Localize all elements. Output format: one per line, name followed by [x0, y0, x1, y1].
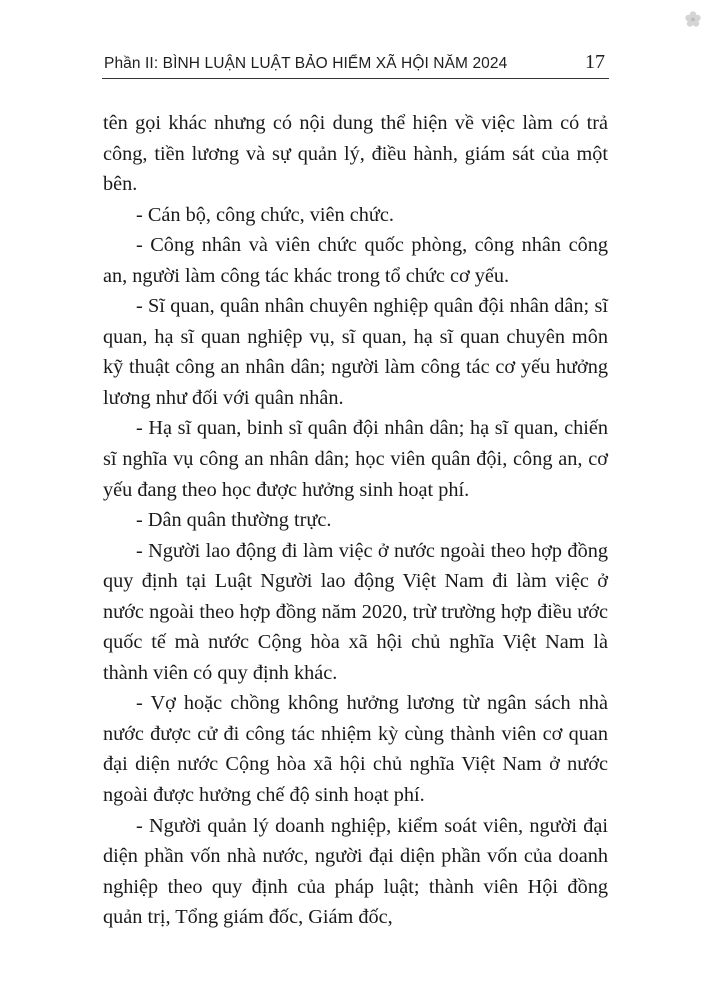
- list-item: - Người lao động đi làm việc ở nước ngoài theo hợp đồng quy định tại Luật Người lao động Việt Nam đi làm việc ở nước ngoài theo hợp đồng năm 2020, trừ trường hợp điều ước quốc tế mà nước Cộng hòa xã hội chủ nghĩa Việt Nam là thành viên có quy định khác.: [103, 539, 608, 684]
- chapter-title: Phần II: BÌNH LUẬN LUẬT BẢO HIỂM XÃ HỘI NĂM 2024: [104, 55, 508, 72]
- running-header: [102, 50, 609, 79]
- list-item: - Vợ hoặc chồng không hưởng lương từ ngân sách nhà nước được cử đi công tác nhiệm kỳ cùng thành viên cơ quan đại diện nước Cộng hòa xã hội chủ nghĩa Việt Nam ở nước ngoài được hưởng chế độ sinh hoạt phí.: [103, 692, 608, 807]
- page-number: 17: [585, 51, 605, 73]
- list-item: - Dân quân thường trực.: [136, 509, 332, 532]
- body-text: [103, 108, 608, 933]
- list-item: - Cán bộ, công chức, viên chức.: [136, 203, 394, 226]
- paragraph: tên gọi khác nhưng có nội dung thể hiện về việc làm có trả công, tiền lương và sự quản lý, điều hành, giám sát của một bên.: [103, 112, 608, 196]
- list-item: - Công nhân và viên chức quốc phòng, công nhân công an, người làm công tác khác trong tổ chức cơ yếu.: [103, 234, 608, 287]
- list-item: - Sĩ quan, quân nhân chuyên nghiệp quân đội nhân dân; sĩ quan, hạ sĩ quan nghiệp vụ, sĩ quan, hạ sĩ quan chuyên môn kỹ thuật công an nhân dân; người làm công tác cơ yếu hưởng lương như đối với quân nhân.: [103, 295, 608, 409]
- flower-icon: [684, 10, 702, 28]
- list-item: - Hạ sĩ quan, binh sĩ quân đội nhân dân; hạ sĩ quan, chiến sĩ nghĩa vụ công an nhân dân; học viên quân đội, công an, cơ yếu đang theo học được hưởng sinh hoạt phí.: [103, 417, 608, 501]
- list-item: - Người quản lý doanh nghiệp, kiểm soát viên, người đại diện phần vốn nhà nước, người đại diện phần vốn của doanh nghiệp theo quy định của pháp luật; thành viên Hội đồng quản trị, Tổng giám đốc, Giám đốc,: [103, 814, 608, 929]
